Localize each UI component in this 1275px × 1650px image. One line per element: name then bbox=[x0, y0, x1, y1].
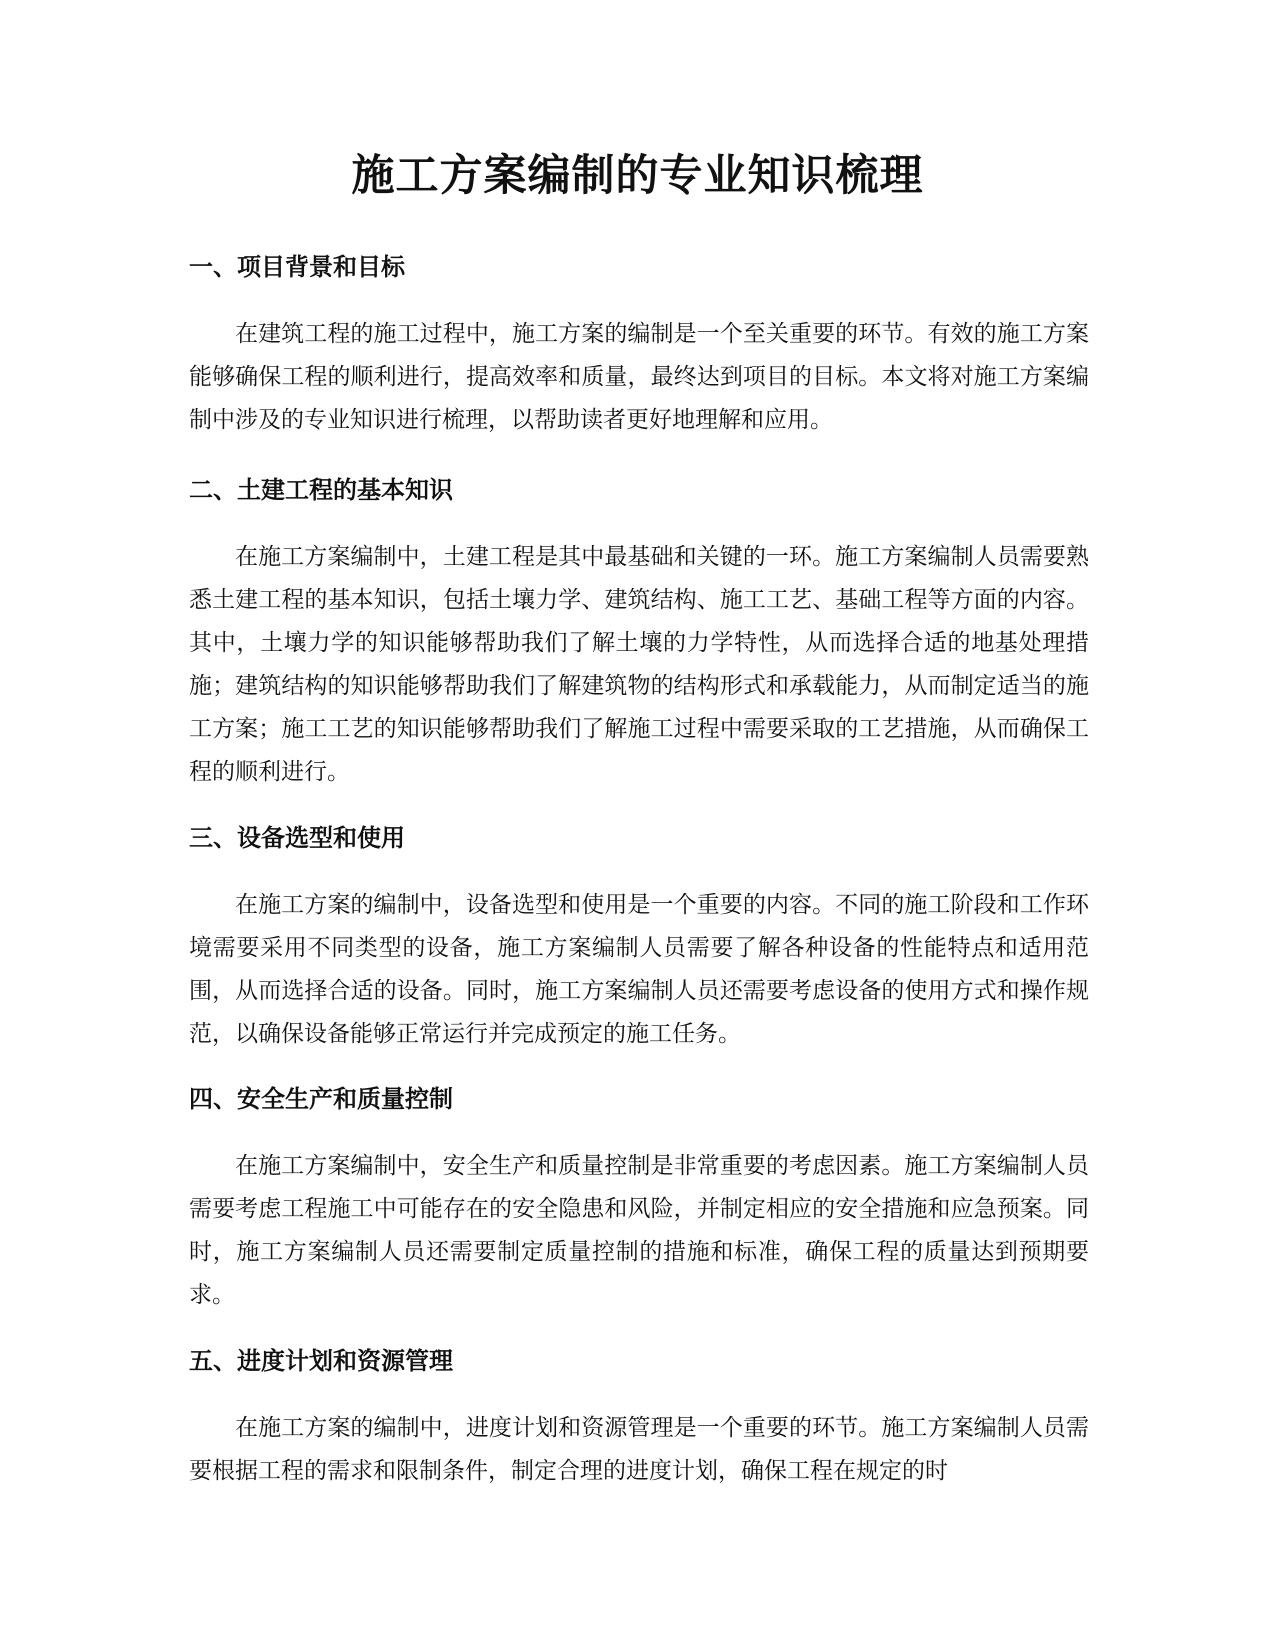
section-paragraph: 在建筑工程的施工过程中，施工方案的编制是一个至关重要的环节。有效的施工方案能够确保工程的顺利进行，提高效率和质量，最终达到项目的目标。本文将对施工方案编制中涉及的专业知识进行梳理，以帮助读者更好地理解和应用。 bbox=[189, 321, 1089, 433]
section-heading: 五、进度计划和资源管理 bbox=[189, 1347, 453, 1375]
section-heading: 三、设备选型和使用 bbox=[189, 824, 405, 852]
section-equipment bbox=[189, 822, 1089, 1056]
section-project-background bbox=[189, 251, 1089, 442]
section-paragraph: 在施工方案的编制中，设备选型和使用是一个重要的内容。不同的施工阶段和工作环境需要采用不同类型的设备，施工方案编制人员需要了解各种设备的性能特点和适用范围，从而选择合适的设备。同时，施工方案编制人员还需要考虑设备的使用方式和操作规范，以确保设备能够正常运行并完成预定的施工任务。 bbox=[189, 892, 1089, 1047]
section-heading: 二、土建工程的基本知识 bbox=[189, 476, 453, 504]
section-paragraph: 在施工方案编制中，安全生产和质量控制是非常重要的考虑因素。施工方案编制人员需要考虑工程施工中可能存在的安全隐患和风险，并制定相应的安全措施和应急预案。同时，施工方案编制人员还需要制定质量控制的措施和标准，确保工程的质量达到预期要求。 bbox=[189, 1153, 1089, 1308]
section-paragraph: 在施工方案的编制中，进度计划和资源管理是一个重要的环节。施工方案编制人员需要根据工程的需求和限制条件，制定合理的进度计划，确保工程在规定的时 bbox=[189, 1415, 1089, 1484]
section-paragraph: 在施工方案编制中，土建工程是其中最基础和关键的一环。施工方案编制人员需要熟悉土建工程的基本知识，包括土壤力学、建筑结构、施工工艺、基础工程等方面的内容。其中，土壤力学的知识能够帮助我们了解土壤的力学特性，从而选择合适的地基处理措施；建筑结构的知识能够帮助我们了解建筑物的结构形式和承载能力，从而制定适当的施工方案；施工工艺的知识能够帮助我们了解施工过程中需要采取的工艺措施，从而确保工程的顺利进行。 bbox=[189, 544, 1089, 785]
section-civil-engineering bbox=[189, 474, 1089, 794]
section-heading: 四、安全生产和质量控制 bbox=[189, 1085, 453, 1113]
section-heading: 一、项目背景和目标 bbox=[189, 253, 405, 281]
section-schedule-resources bbox=[189, 1345, 1089, 1493]
section-safety-quality bbox=[189, 1083, 1089, 1317]
document-title: 施工方案编制的专业知识梳理 bbox=[351, 151, 924, 201]
